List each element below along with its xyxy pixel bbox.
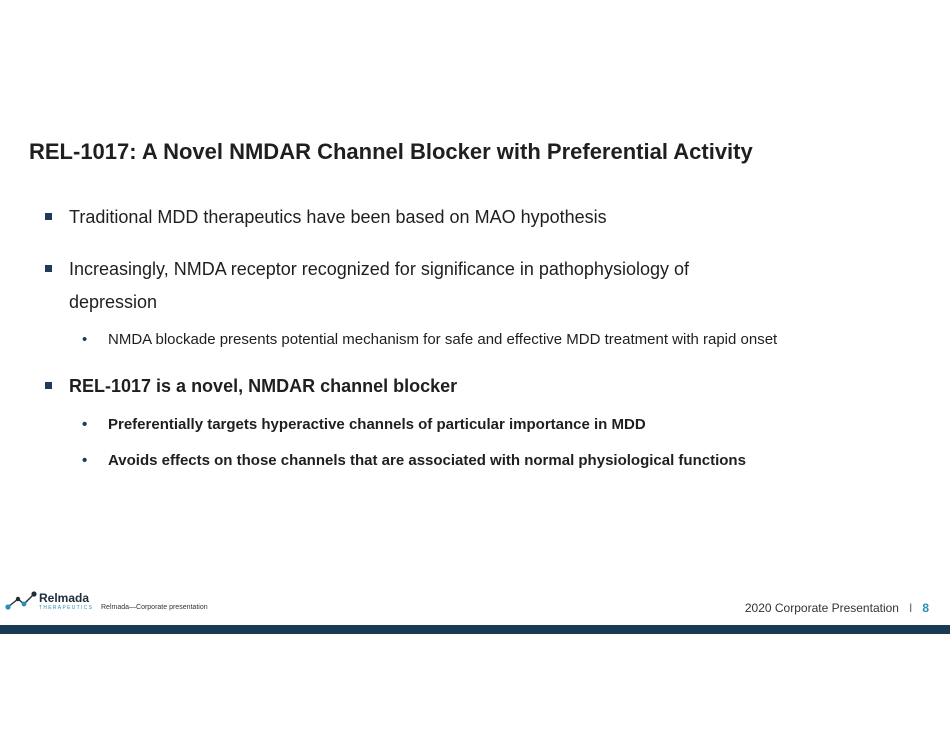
- slide-title: REL-1017: A Novel NMDAR Channel Blocker with Preferential Activity: [29, 139, 753, 164]
- square-bullet-icon: [45, 265, 52, 272]
- bullet-text: Increasingly, NMDA receptor recognized for significance in pathophysiology of: [69, 259, 689, 279]
- sub-bullet-text: Preferentially targets hyperactive channels of particular importance in MDD: [108, 416, 646, 433]
- footer-bar: [0, 625, 950, 634]
- bullet-text-continuation: depression: [69, 292, 158, 312]
- bullet-item: [69, 253, 689, 286]
- brand-tagline: THERAPEUTICS: [39, 605, 94, 611]
- bullet-text: REL-1017 is a novel, NMDAR channel blocker: [69, 376, 458, 396]
- sub-bullet-text: NMDA blockade presents potential mechanism for safe and effective MDD treatment with rapid onset: [108, 331, 778, 348]
- page-number: 8: [922, 601, 929, 615]
- dot-bullet-icon: •: [82, 331, 88, 348]
- dot-bullet-icon: •: [82, 452, 88, 469]
- relmada-logo-icon: [4, 590, 38, 612]
- sub-bullet-text: Avoids effects on those channels that are associated with normal physiological functions: [108, 452, 746, 469]
- footer-note: Relmada—Corporate presentation: [101, 604, 208, 611]
- footer-presentation-info: [745, 601, 929, 615]
- sub-bullet-item: [82, 414, 646, 436]
- square-bullet-icon: [45, 382, 52, 389]
- bullet-item: [69, 370, 457, 403]
- footer-separator: I: [908, 601, 913, 615]
- bullet-item: [69, 201, 607, 234]
- presentation-name: 2020 Corporate Presentation: [744, 601, 899, 615]
- dot-bullet-icon: •: [82, 416, 88, 433]
- brand-name: Relmada: [39, 591, 90, 605]
- square-bullet-icon: [45, 213, 52, 220]
- bullet-text: Traditional MDD therapeutics have been based on MAO hypothesis: [69, 207, 607, 227]
- sub-bullet-item: [82, 450, 746, 472]
- sub-bullet-item: [82, 329, 778, 351]
